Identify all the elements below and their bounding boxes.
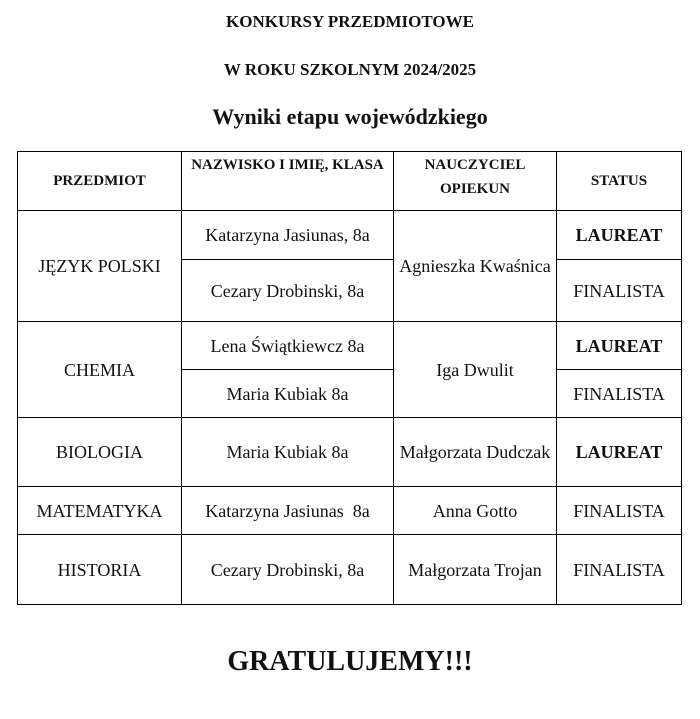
cell-student: Cezary Drobinski, 8a — [182, 535, 394, 605]
title-school-year: W ROKU SZKOLNYM 2024/2025 — [223, 60, 477, 79]
cell-status: FINALISTA — [557, 487, 682, 535]
cell-student: Lena Świątkiewcz 8a — [182, 322, 394, 370]
cell-student: Maria Kubiak 8a — [182, 370, 394, 418]
cell-subject: MATEMATYKA — [18, 487, 182, 535]
table-row — [18, 535, 682, 605]
cell-status: LAUREAT — [557, 418, 682, 487]
header-student: NAZWISKO I IMIĘ, KLASA — [182, 152, 394, 211]
cell-student: Maria Kubiak 8a — [182, 418, 394, 487]
cell-status: FINALISTA — [557, 535, 682, 605]
cell-subject: BIOLOGIA — [18, 418, 182, 487]
results-table — [17, 151, 682, 605]
header-teacher: NAUCZYCIEL OPIEKUN — [394, 152, 557, 211]
title-competitions: KONKURSY PRZEDMIOTOWE — [226, 12, 474, 31]
table-row — [18, 322, 682, 370]
cell-status: FINALISTA — [557, 370, 682, 418]
cell-student: Katarzyna Jasiunas, 8a — [182, 211, 394, 260]
cell-teacher: Małgorzata Dudczak — [394, 418, 557, 487]
header-status: STATUS — [557, 152, 682, 211]
table-header-row — [18, 152, 682, 211]
cell-teacher: Anna Gotto — [394, 487, 557, 535]
title-results-stage: Wyniki etapu wojewódzkiego — [212, 104, 488, 129]
cell-teacher: Małgorzata Trojan — [394, 535, 557, 605]
congratulations-text: GRATULUJEMY!!! — [227, 646, 473, 677]
cell-subject: HISTORIA — [18, 535, 182, 605]
cell-student: Katarzyna Jasiunas 8a — [182, 487, 394, 535]
table-row — [18, 487, 682, 535]
cell-teacher: Iga Dwulit — [394, 322, 557, 418]
cell-student: Cezary Drobinski, 8a — [182, 260, 394, 322]
table-row — [18, 211, 682, 260]
cell-status: LAUREAT — [557, 322, 682, 370]
cell-teacher: Agnieszka Kwaśnica — [394, 211, 557, 322]
cell-subject: CHEMIA — [18, 322, 182, 418]
table-row — [18, 418, 682, 487]
cell-status: FINALISTA — [557, 260, 682, 322]
header-subject: PRZEDMIOT — [18, 152, 182, 211]
cell-subject: JĘZYK POLSKI — [18, 211, 182, 322]
cell-status: LAUREAT — [557, 211, 682, 260]
